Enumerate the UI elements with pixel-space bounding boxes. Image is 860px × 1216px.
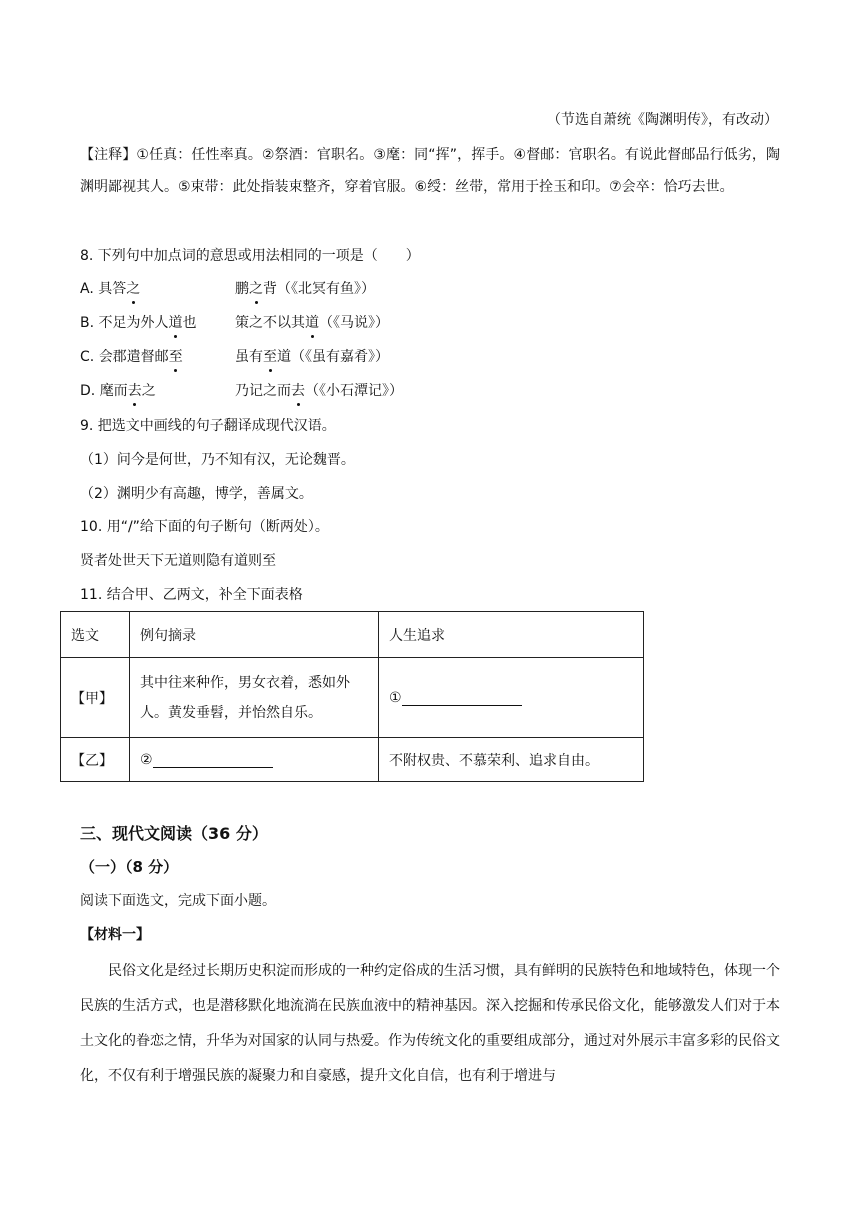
source-citation: （节选自萧统《陶渊明传》，有改动） [547,112,778,128]
section-title: 三、现代文阅读（36 分） [80,824,268,843]
table-row [61,658,644,738]
section-subtitle: （一）（8 分） [80,858,179,876]
table-cell-example: ② [130,738,379,782]
question-11-table [60,611,644,782]
table-row [61,738,644,782]
question-10-sentence: 贤者处世天下无道则隐有道则至 [80,553,276,569]
question-10-stem: 10. 用“/”给下面的句子断句（断两处）。 [80,519,329,535]
table-header-row [61,612,644,658]
question-8-option-d: D. 麾而去之 乃记之而去（《小石潭记》） [80,383,403,399]
question-8-option-c: C. 会郡遣督邮至 虽有至道（《虽有嘉肴》） [80,349,389,365]
table-cell-name: 【甲】 [61,658,130,738]
table-cell-example: 其中往来种作，男女衣着，悉如外人。黄发垂髫，并怡然自乐。 [130,658,379,738]
table-header-cell: 选文 [61,612,130,658]
question-11-stem: 11. 结合甲、乙两文，补全下面表格 [80,587,303,603]
table-header-cell: 人生追求 [379,612,644,658]
answer-blank[interactable] [402,691,522,706]
table-cell-pursuit: ① [379,658,644,738]
table-header-cell: 例句摘录 [130,612,379,658]
section-instruction: 阅读下面选文，完成下面小题。 [80,893,276,909]
question-8-option-a: A. 具答之 鹏之背（《北冥有鱼》） [80,281,375,297]
answer-blank[interactable] [153,753,273,768]
question-9-item-2: （2）渊明少有高趣，博学，善属文。 [80,486,313,502]
question-9-stem: 9. 把选文中画线的句子翻译成现代汉语。 [80,418,336,434]
material-label: 【材料一】 [80,927,150,943]
question-8-option-b: B. 不足为外人道也 策之不以其道（《马说》） [80,315,389,331]
question-8-stem: 8. 下列句中加点词的意思或用法相同的一项是（ ） [80,248,420,264]
annotation-notes: 【注释】①任真：任性率真。②祭酒：官职名。③麾：同“挥”，挥手。④督邮：官职名。有说此督邮品行低劣，陶渊明鄙视其人。⑤束带：此处指装束整齐，穿着官服。⑥绶：丝带，常用于拴玉和印。⑦会卒：恰巧去世。 [80,147,780,195]
table-cell-pursuit: 不附权贵、不慕荣利、追求自由。 [379,738,644,782]
material-paragraph: 民俗文化是经过长期历史积淀而形成的一种约定俗成的生活习惯，具有鲜明的民族特色和地域特色，体现一个民族的生活方式，也是潜移默化地流淌在民族血液中的精神基因。深入挖掘和传承民俗文化，能够激发人们对于本土文化的眷恋之情，升华为对国家的认同与热爱。作为传统文化的重要组成部分，通过对外展示丰富多彩的民俗文化，不仅有利于增强民族的凝聚力和自豪感，提升文化自信，也有利于增进与 [80,963,780,1084]
table-cell-name: 【乙】 [61,738,130,782]
question-9-item-1: （1）问今是何世，乃不知有汉，无论魏晋。 [80,452,355,468]
